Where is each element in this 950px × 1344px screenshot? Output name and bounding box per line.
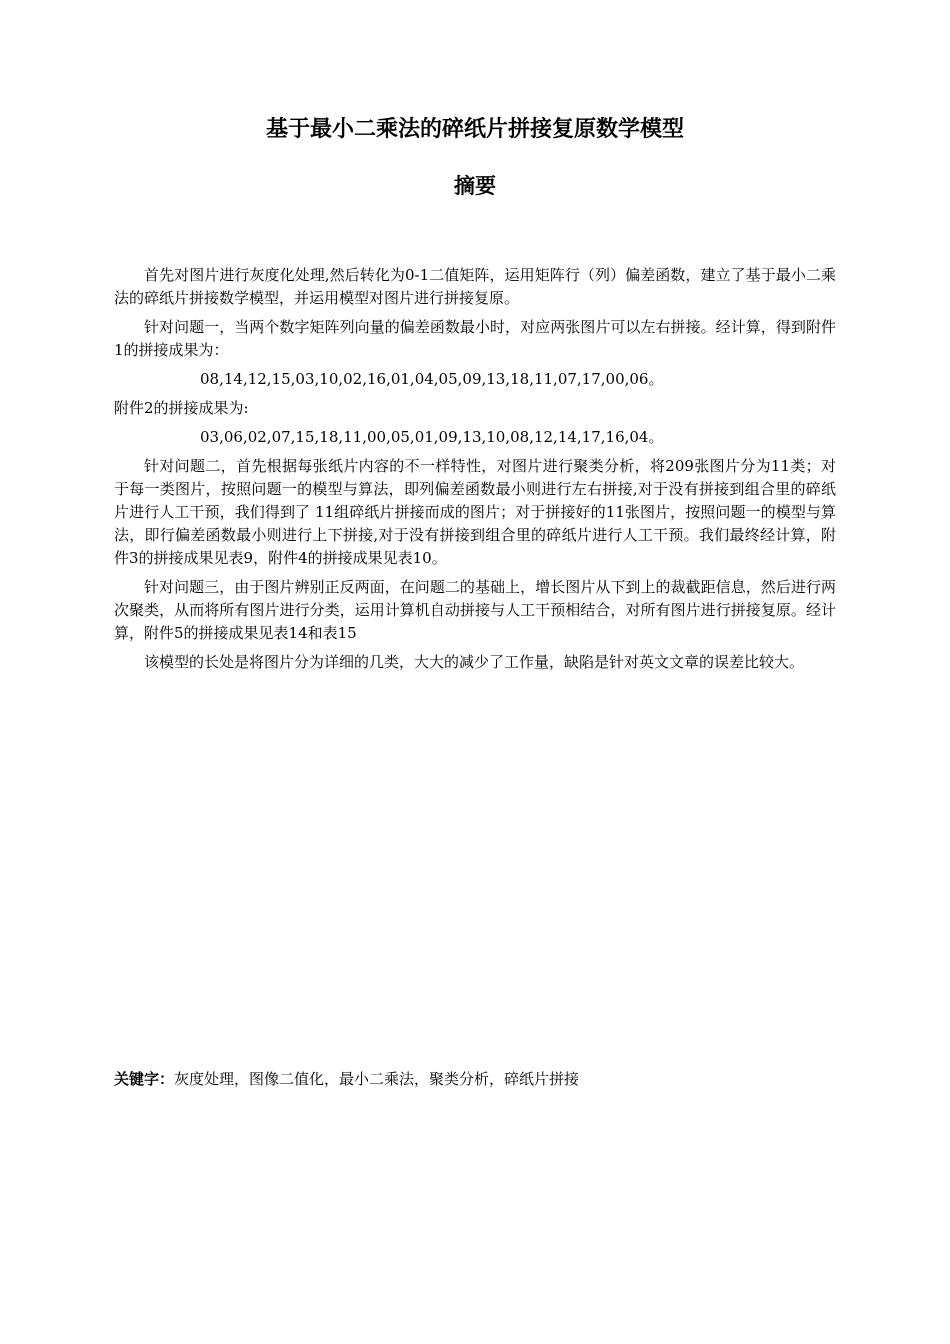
attachment-1-result: 08,14,12,15,03,10,02,16,01,04,05,09,13,18,11,07,17,00,06。 [200,370,664,388]
abstract-paragraph-3: 针对问题二，首先根据每张纸片内容的不一样特性，对图片进行聚类分析，将209张图片分为11类；对于每一类图片，按照问题一的模型与算法，即列偏差函数最小则进行左右拼接,对于没有拼接到组合里的碎纸片进行人工干预，我们得到了 11组碎纸片拼接而成的图片；对于拼接好的11张图片，按照问题一的模型与算法，即行偏差函数最小则进行上下拼接,对于没有拼接到组合里的碎纸片进行人工干预。我们最终经计算，附件3的拼接成果见表9，附件4的拼接成果见表10。 [114,457,836,567]
abstract-paragraph-5: 该模型的长处是将图片分为详细的几类，大大的减少了工作量，缺陷是针对英文文章的误差比较大。 [144,653,805,671]
abstract-paragraph-4: 针对问题三，由于图片辨别正反两面，在问题二的基础上，增长图片从下到上的裁截距信息，然后进行两次聚类，从而将所有图片进行分类，运用计算机自动拼接与人工干预相结合，对所有图片进行拼接复原。经计算，附件5的拼接成果见表14和表15 [114,578,836,642]
abstract-paragraph-2: 针对问题一，当两个数字矩阵列向量的偏差函数最小时，对应两张图片可以左右拼接。经计算，得到附件1的拼接成果为： [114,318,836,359]
keywords-label: 关键字： [114,1070,175,1088]
paper-title: 基于最小二乘法的碎纸片拼接复原数学模型 [265,117,684,142]
attachment-2-label: 附件2的拼接成果为: [114,399,249,417]
abstract-heading: 摘要 [454,174,496,198]
abstract-paragraph-1: 首先对图片进行灰度化处理,然后转化为0-1二值矩阵，运用矩阵行（列）偏差函数，建立了基于最小二乘法的碎纸片拼接数学模型，并运用模型对图片进行拼接复原。 [114,266,836,307]
keywords-text: 灰度处理，图像二值化，最小二乘法，聚类分析，碎纸片拼接 [174,1070,580,1088]
keywords-line [114,1068,836,1091]
attachment-2-result: 03,06,02,07,15,18,11,00,05,01,09,13,10,08,12,14,17,16,04。 [200,428,664,446]
abstract-body [114,264,836,680]
